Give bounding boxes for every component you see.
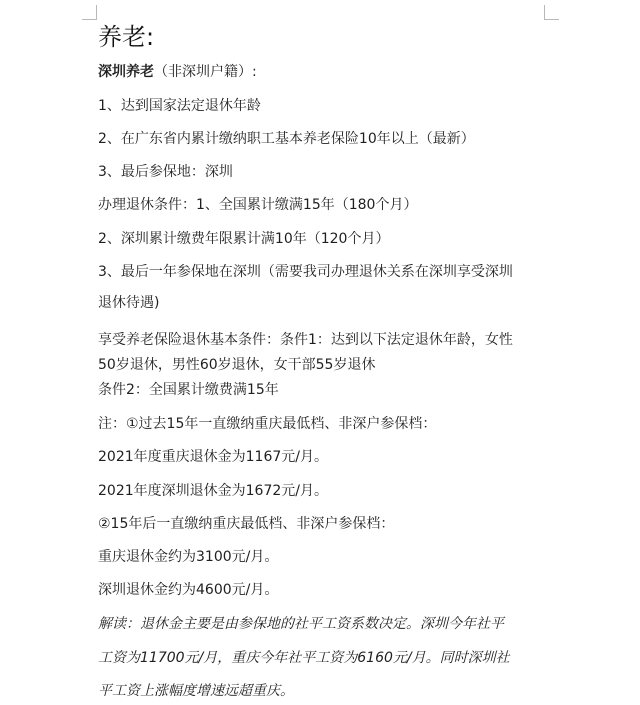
text-line: 50岁退休，男性60岁退休，女干部55岁退休 <box>98 357 376 373</box>
text-line: 退休待遇) <box>98 295 160 311</box>
interpretation-line: 解读：退休金主要是由参保地的社平工资系数决定。深圳今年社平 <box>98 616 504 632</box>
subtitle-rest: （非深圳户籍）: <box>154 64 257 80</box>
interpretation-line: 平工资上涨幅度增速远超重庆。 <box>98 683 294 699</box>
interpretation-line: 工资为11700元/月，重庆今年社平工资为6160元/月。同时深圳社 <box>98 650 510 666</box>
crop-mark-top-left <box>82 5 97 20</box>
text-line: 办理退休条件：1、全国累计缴满15年（180个月） <box>98 197 418 213</box>
text-line: 注：①过去15年一直缴纳重庆最低档、非深户参保档： <box>98 416 437 432</box>
text-line: 2、深圳累计缴费年限累计满10年（120个月） <box>98 231 390 247</box>
section-subtitle <box>98 62 257 82</box>
text-line: 享受养老保险退休基本条件：条件1：达到以下法定退休年龄，女性 <box>98 332 513 348</box>
text-line: 3、最后一年参保地在深圳（需要我司办理退休关系在深圳享受深圳 <box>98 264 513 280</box>
text-line: 2021年度深圳退休金为1672元/月。 <box>98 483 328 499</box>
text-line: ②15年后一直缴纳重庆最低档、非深户参保档： <box>98 516 395 532</box>
text-line: 2021年度重庆退休金为1167元/月。 <box>98 449 328 465</box>
text-line: 1、达到国家法定退休年龄 <box>98 98 261 114</box>
text-line: 深圳退休金约为4600元/月。 <box>98 582 279 598</box>
crop-mark-top-right <box>544 5 559 20</box>
text-line: 3、最后参保地：深圳 <box>98 164 233 180</box>
text-line: 重庆退休金约为3100元/月。 <box>98 549 279 565</box>
text-line: 2、在广东省内累计缴纳职工基本养老保险10年以上（最新） <box>98 131 475 147</box>
page-title: 养老: <box>98 23 155 51</box>
text-line: 条件2：全国累计缴费满15年 <box>98 382 279 398</box>
subtitle-bold: 深圳养老 <box>98 64 154 80</box>
